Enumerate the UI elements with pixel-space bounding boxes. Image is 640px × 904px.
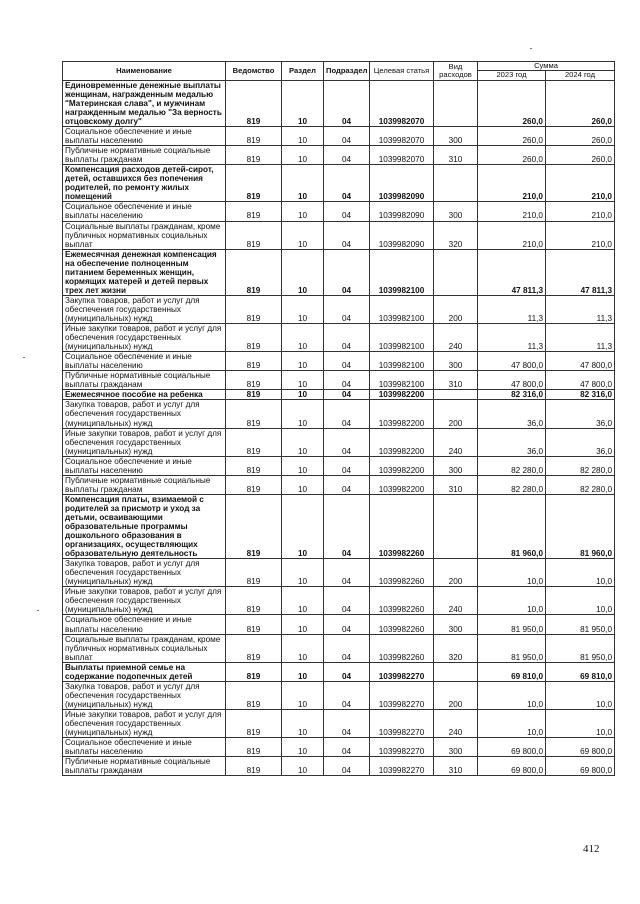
header-year-2023: 2023 год	[478, 71, 546, 80]
row-subsection: 04	[324, 615, 370, 634]
row-sum-2024: 210,0	[546, 202, 615, 221]
row-section: 10	[282, 709, 324, 737]
header-sum: Сумма	[478, 62, 615, 71]
row-target-article: 1039982090	[370, 165, 434, 202]
row-section: 10	[282, 221, 324, 249]
row-department: 819	[226, 587, 282, 615]
row-name: Иные закупки товаров, работ и услуг для обеспечения государственных (муниципальных) нужд	[63, 428, 226, 456]
row-name: Закупка товаров, работ и услуг для обеспечения государственных (муниципальных) нужд	[63, 559, 226, 587]
row-department: 819	[226, 249, 282, 295]
row-subsection: 04	[324, 662, 370, 681]
header-year-2024: 2024 год	[546, 71, 615, 80]
row-expense-kind: 300	[434, 352, 478, 371]
row-sum-2023: 10,0	[478, 587, 546, 615]
scan-speck	[37, 610, 39, 611]
row-target-article: 1039982270	[370, 757, 434, 776]
row-name: Закупка товаров, работ и услуг для обеспечения государственных (муниципальных) нужд	[63, 295, 226, 323]
row-name: Иные закупки товаров, работ и услуг для обеспечения государственных (муниципальных) нужд	[63, 709, 226, 737]
row-department: 819	[226, 324, 282, 352]
row-department: 819	[226, 295, 282, 323]
row-section: 10	[282, 324, 324, 352]
row-sum-2023: 36,0	[478, 428, 546, 456]
row-sum-2024: 81 950,0	[546, 615, 615, 634]
row-section: 10	[282, 475, 324, 494]
row-sum-2024: 210,0	[546, 165, 615, 202]
row-target-article: 1039982100	[370, 371, 434, 390]
scan-speck	[530, 48, 532, 49]
row-sum-2024: 11,3	[546, 295, 615, 323]
table-row	[63, 202, 615, 221]
row-sum-2024: 81 950,0	[546, 634, 615, 662]
table-row	[63, 352, 615, 371]
row-target-article: 1039982200	[370, 475, 434, 494]
table-row	[63, 494, 615, 558]
row-name: Закупка товаров, работ и услуг для обеспечения государственных (муниципальных) нужд	[63, 400, 226, 428]
row-subsection: 04	[324, 202, 370, 221]
row-sum-2024: 10,0	[546, 587, 615, 615]
row-section: 10	[282, 371, 324, 390]
row-name: Социальное обеспечение и иные выплаты населению	[63, 615, 226, 634]
row-name: Социальное обеспечение и иные выплаты населению	[63, 738, 226, 757]
row-expense-kind: 240	[434, 587, 478, 615]
row-sum-2024: 47 800,0	[546, 371, 615, 390]
table-row	[63, 428, 615, 456]
row-sum-2024: 82 280,0	[546, 475, 615, 494]
row-department: 819	[226, 127, 282, 146]
row-target-article: 1039982070	[370, 127, 434, 146]
row-name: Иные закупки товаров, работ и услуг для обеспечения государственных (муниципальных) нужд	[63, 587, 226, 615]
row-expense-kind: 300	[434, 615, 478, 634]
row-expense-kind	[434, 494, 478, 558]
row-name: Социальные выплаты гражданам, кроме публичных нормативных социальных выплат	[63, 221, 226, 249]
row-name: Ежемесячное пособие на ребенка	[63, 390, 226, 400]
row-section: 10	[282, 249, 324, 295]
row-section: 10	[282, 615, 324, 634]
row-department: 819	[226, 371, 282, 390]
row-subsection: 04	[324, 456, 370, 475]
table-row	[63, 757, 615, 776]
row-section: 10	[282, 400, 324, 428]
row-target-article: 1039982200	[370, 390, 434, 400]
row-name: Социальное обеспечение и иные выплаты населению	[63, 352, 226, 371]
row-sum-2023: 82 316,0	[478, 390, 546, 400]
row-expense-kind	[434, 390, 478, 400]
table-row	[63, 681, 615, 709]
row-department: 819	[226, 456, 282, 475]
row-expense-kind	[434, 165, 478, 202]
row-expense-kind: 240	[434, 709, 478, 737]
page-number: 412	[583, 843, 600, 855]
row-name: Иные закупки товаров, работ и услуг для обеспечения государственных (муниципальных) нужд	[63, 324, 226, 352]
row-name: Публичные нормативные социальные выплаты гражданам	[63, 371, 226, 390]
row-target-article: 1039982260	[370, 587, 434, 615]
row-sum-2023: 210,0	[478, 165, 546, 202]
row-name: Публичные нормативные социальные выплаты гражданам	[63, 146, 226, 165]
row-sum-2023: 260,0	[478, 80, 546, 126]
row-name: Социальное обеспечение и иные выплаты населению	[63, 456, 226, 475]
row-target-article: 1039982270	[370, 662, 434, 681]
row-name: Компенсация платы, взимаемой с родителей за присмотр и уход за детьми, осваивающими образовательные программы дошкольного образования в организациях, осуществляющих образовательную деятельность	[63, 494, 226, 558]
row-name: Выплаты приемной семье на содержание подопечных детей	[63, 662, 226, 681]
row-department: 819	[226, 615, 282, 634]
row-section: 10	[282, 587, 324, 615]
row-section: 10	[282, 428, 324, 456]
row-target-article: 1039982090	[370, 221, 434, 249]
row-subsection: 04	[324, 757, 370, 776]
row-target-article: 1039982260	[370, 615, 434, 634]
row-subsection: 04	[324, 249, 370, 295]
row-name: Компенсация расходов детей-сирот, детей, оставшихся без попечения родителей, по ремонту жилых помещений	[63, 165, 226, 202]
row-sum-2024: 11,3	[546, 324, 615, 352]
table-row	[63, 456, 615, 475]
row-department: 819	[226, 400, 282, 428]
row-section: 10	[282, 738, 324, 757]
row-expense-kind: 200	[434, 681, 478, 709]
table-row	[63, 146, 615, 165]
row-sum-2023: 210,0	[478, 221, 546, 249]
row-expense-kind	[434, 249, 478, 295]
table-row	[63, 127, 615, 146]
row-expense-kind: 320	[434, 634, 478, 662]
table-header	[63, 62, 615, 81]
row-target-article: 1039982270	[370, 738, 434, 757]
row-name: Социальное обеспечение и иные выплаты населению	[63, 202, 226, 221]
budget-table	[62, 61, 615, 776]
row-subsection: 04	[324, 428, 370, 456]
row-sum-2023: 10,0	[478, 681, 546, 709]
row-sum-2024: 10,0	[546, 681, 615, 709]
row-target-article: 1039982200	[370, 400, 434, 428]
row-target-article: 1039982260	[370, 559, 434, 587]
row-department: 819	[226, 202, 282, 221]
row-expense-kind: 200	[434, 295, 478, 323]
scan-speck	[23, 357, 25, 358]
row-subsection: 04	[324, 709, 370, 737]
header-section: Раздел	[282, 62, 324, 81]
table-row	[63, 559, 615, 587]
row-target-article: 1039982100	[370, 324, 434, 352]
row-sum-2023: 82 280,0	[478, 456, 546, 475]
table-row	[63, 587, 615, 615]
row-sum-2024: 69 810,0	[546, 662, 615, 681]
row-sum-2023: 81 950,0	[478, 615, 546, 634]
row-sum-2023: 82 280,0	[478, 475, 546, 494]
row-expense-kind	[434, 662, 478, 681]
row-target-article: 1039982200	[370, 428, 434, 456]
row-subsection: 04	[324, 371, 370, 390]
row-sum-2023: 11,3	[478, 324, 546, 352]
row-expense-kind: 310	[434, 757, 478, 776]
row-expense-kind	[434, 80, 478, 126]
table-row	[63, 475, 615, 494]
table-row	[63, 615, 615, 634]
row-department: 819	[226, 221, 282, 249]
row-subsection: 04	[324, 475, 370, 494]
row-subsection: 04	[324, 295, 370, 323]
row-expense-kind: 200	[434, 559, 478, 587]
row-department: 819	[226, 352, 282, 371]
row-sum-2024: 260,0	[546, 146, 615, 165]
row-department: 819	[226, 475, 282, 494]
row-target-article: 1039982270	[370, 709, 434, 737]
row-department: 819	[226, 738, 282, 757]
table-row	[63, 709, 615, 737]
row-department: 819	[226, 709, 282, 737]
header-department: Ведомство	[226, 62, 282, 81]
header-target-article: Целевая статья	[370, 62, 434, 81]
row-sum-2023: 47 800,0	[478, 371, 546, 390]
row-department: 819	[226, 428, 282, 456]
row-sum-2024: 260,0	[546, 127, 615, 146]
row-sum-2023: 69 800,0	[478, 757, 546, 776]
row-target-article: 1039982100	[370, 295, 434, 323]
row-sum-2023: 81 960,0	[478, 494, 546, 558]
row-subsection: 04	[324, 221, 370, 249]
row-target-article: 1039982260	[370, 494, 434, 558]
row-section: 10	[282, 634, 324, 662]
row-section: 10	[282, 202, 324, 221]
row-sum-2023: 260,0	[478, 127, 546, 146]
row-expense-kind: 240	[434, 324, 478, 352]
row-sum-2024: 69 800,0	[546, 757, 615, 776]
row-name: Публичные нормативные социальные выплаты гражданам	[63, 757, 226, 776]
row-section: 10	[282, 559, 324, 587]
budget-sheet	[62, 61, 614, 776]
header-subsection: Подраздел	[324, 62, 370, 81]
table-row	[63, 738, 615, 757]
row-department: 819	[226, 390, 282, 400]
table-row	[63, 400, 615, 428]
row-expense-kind: 200	[434, 400, 478, 428]
row-department: 819	[226, 757, 282, 776]
row-department: 819	[226, 165, 282, 202]
row-name: Социальные выплаты гражданам, кроме публичных нормативных социальных выплат	[63, 634, 226, 662]
table-row	[63, 634, 615, 662]
row-sum-2024: 47 800,0	[546, 352, 615, 371]
row-sum-2023: 10,0	[478, 709, 546, 737]
header-name: Наименование	[63, 62, 226, 81]
row-section: 10	[282, 390, 324, 400]
table-row	[63, 390, 615, 400]
row-target-article: 1039982260	[370, 634, 434, 662]
table-row	[63, 249, 615, 295]
row-section: 10	[282, 127, 324, 146]
row-section: 10	[282, 352, 324, 371]
row-sum-2024: 36,0	[546, 400, 615, 428]
row-subsection: 04	[324, 681, 370, 709]
row-sum-2024: 82 280,0	[546, 456, 615, 475]
row-expense-kind: 240	[434, 428, 478, 456]
row-sum-2024: 36,0	[546, 428, 615, 456]
row-sum-2023: 69 810,0	[478, 662, 546, 681]
row-sum-2024: 10,0	[546, 709, 615, 737]
row-expense-kind: 310	[434, 146, 478, 165]
row-expense-kind: 310	[434, 371, 478, 390]
row-department: 819	[226, 80, 282, 126]
row-subsection: 04	[324, 400, 370, 428]
row-expense-kind: 300	[434, 202, 478, 221]
row-section: 10	[282, 456, 324, 475]
table-row	[63, 165, 615, 202]
row-section: 10	[282, 494, 324, 558]
row-sum-2024: 10,0	[546, 559, 615, 587]
row-expense-kind: 300	[434, 456, 478, 475]
row-section: 10	[282, 80, 324, 126]
row-subsection: 04	[324, 494, 370, 558]
row-subsection: 04	[324, 559, 370, 587]
row-name: Единовременные денежные выплаты женщинам, награжденным медалью "Материнская слава", и мужчинам награжденным медалью "За верность отцовскому долгу"	[63, 80, 226, 126]
row-section: 10	[282, 165, 324, 202]
row-subsection: 04	[324, 165, 370, 202]
table-row	[63, 371, 615, 390]
row-subsection: 04	[324, 324, 370, 352]
row-subsection: 04	[324, 80, 370, 126]
row-section: 10	[282, 295, 324, 323]
row-sum-2024: 260,0	[546, 80, 615, 126]
row-sum-2024: 47 811,3	[546, 249, 615, 295]
row-expense-kind: 300	[434, 127, 478, 146]
row-sum-2023: 11,3	[478, 295, 546, 323]
row-target-article: 1039982100	[370, 249, 434, 295]
row-sum-2023: 47 811,3	[478, 249, 546, 295]
row-department: 819	[226, 559, 282, 587]
row-subsection: 04	[324, 146, 370, 165]
row-department: 819	[226, 146, 282, 165]
table-row	[63, 324, 615, 352]
row-target-article: 1039982100	[370, 352, 434, 371]
row-section: 10	[282, 757, 324, 776]
row-name: Социальное обеспечение и иные выплаты населению	[63, 127, 226, 146]
row-expense-kind: 320	[434, 221, 478, 249]
row-department: 819	[226, 634, 282, 662]
row-name: Закупка товаров, работ и услуг для обеспечения государственных (муниципальных) нужд	[63, 681, 226, 709]
row-subsection: 04	[324, 127, 370, 146]
row-subsection: 04	[324, 738, 370, 757]
row-sum-2024: 210,0	[546, 221, 615, 249]
row-target-article: 1039982070	[370, 146, 434, 165]
row-name: Публичные нормативные социальные выплаты гражданам	[63, 475, 226, 494]
table-row	[63, 295, 615, 323]
row-sum-2023: 210,0	[478, 202, 546, 221]
row-department: 819	[226, 681, 282, 709]
row-name: Ежемесячная денежная компенсация на обеспечение полноценным питанием беременных женщин, кормящих матерей и детей первых трех лет жизни	[63, 249, 226, 295]
row-sum-2024: 82 316,0	[546, 390, 615, 400]
row-subsection: 04	[324, 390, 370, 400]
table-row	[63, 80, 615, 126]
table-body	[63, 80, 615, 775]
row-department: 819	[226, 662, 282, 681]
row-subsection: 04	[324, 634, 370, 662]
row-target-article: 1039982070	[370, 80, 434, 126]
row-sum-2024: 69 800,0	[546, 738, 615, 757]
row-subsection: 04	[324, 587, 370, 615]
row-sum-2024: 81 960,0	[546, 494, 615, 558]
row-sum-2023: 36,0	[478, 400, 546, 428]
row-sum-2023: 260,0	[478, 146, 546, 165]
row-expense-kind: 300	[434, 738, 478, 757]
row-sum-2023: 10,0	[478, 559, 546, 587]
row-target-article: 1039982270	[370, 681, 434, 709]
header-expense-kind: Вид расходов	[434, 62, 478, 81]
row-section: 10	[282, 662, 324, 681]
row-target-article: 1039982090	[370, 202, 434, 221]
row-section: 10	[282, 146, 324, 165]
row-sum-2023: 69 800,0	[478, 738, 546, 757]
row-section: 10	[282, 681, 324, 709]
row-expense-kind: 310	[434, 475, 478, 494]
row-target-article: 1039982200	[370, 456, 434, 475]
row-sum-2023: 81 950,0	[478, 634, 546, 662]
row-department: 819	[226, 494, 282, 558]
table-row	[63, 221, 615, 249]
row-subsection: 04	[324, 352, 370, 371]
table-row	[63, 662, 615, 681]
row-sum-2023: 47 800,0	[478, 352, 546, 371]
